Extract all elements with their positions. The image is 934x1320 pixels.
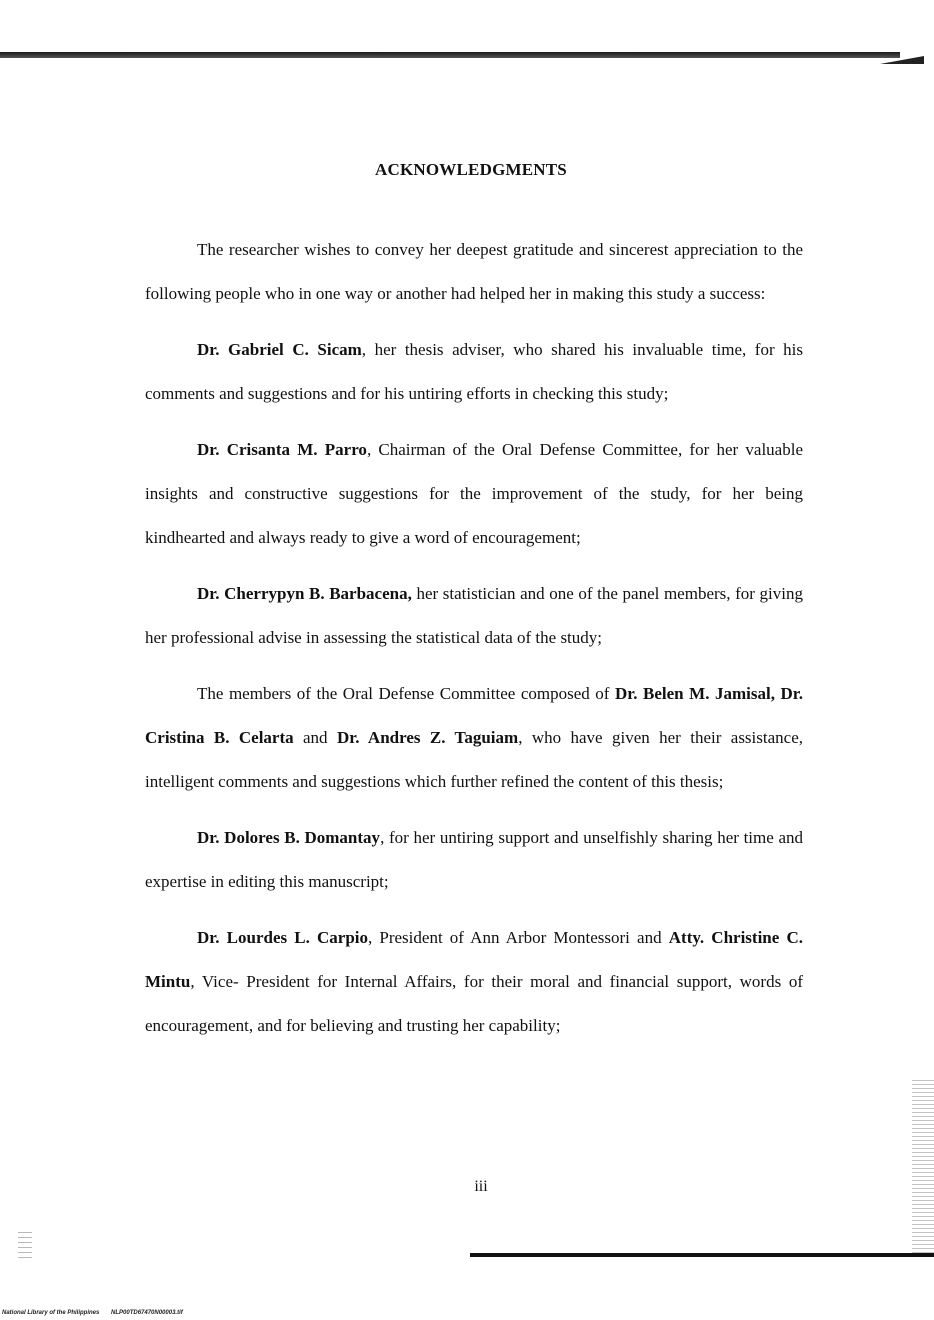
acknowledgment-paragraph: [145, 328, 803, 416]
acknowledgment-mid: , President of Ann Arbor Montessori and: [368, 928, 669, 947]
acknowledgment-text: , who have given her their assistance, intelligent comments and suggestions which further refined the content of this thesis;: [145, 728, 803, 791]
acknowledgment-text: , her thesis adviser, who shared his invaluable time, for his comments and suggestions and for his untiring efforts in checking this study;: [145, 340, 803, 403]
scan-border-top-corner: [880, 50, 924, 64]
person-name: Dr. Gabriel C. Sicam: [197, 340, 362, 359]
intro-paragraph: [145, 228, 803, 316]
page-title: ACKNOWLEDGMENTS: [375, 160, 567, 179]
footer-file-code: NLP00TD67470N00003.tif: [111, 1310, 183, 1316]
acknowledgment-text: her statistician and one of the panel members, for giving her professional advise in assessing the statistical data of the study;: [145, 584, 803, 647]
acknowledgment-paragraph: [145, 672, 803, 804]
acknowledgment-text: , Chairman of the Oral Defense Committee, for her valuable insights and constructive suggestions for the improvement of the study, for her being kindhearted and always ready to give a word of encouragement;: [145, 440, 803, 547]
page-number: iii: [474, 1178, 488, 1195]
acknowledgment-text: , Vice- President for Internal Affairs, for their moral and financial support, words of encouragement, and for believing and trusting her capability;: [145, 972, 803, 1035]
scan-footer: [2, 1310, 193, 1316]
acknowledgment-lead: The members of the Oral Defense Committee composed of: [197, 684, 615, 703]
person-names: Dr. Belen M. Jamisal, Dr. Cristina B. Celarta: [145, 684, 803, 747]
acknowledgment-paragraph: [145, 816, 803, 904]
scan-border-top: [0, 52, 900, 58]
acknowledgment-text: , for her untiring support and unselfishly sharing her time and expertise in editing this manuscript;: [145, 828, 803, 891]
person-name: Dr. Andres Z. Taguiam: [336, 728, 519, 747]
conjunction: and: [293, 728, 337, 747]
footer-library: National Library of the Philippines: [2, 1310, 100, 1316]
scan-noise-right: [912, 1080, 934, 1255]
person-name: Dr. Lourdes L. Carpio: [197, 928, 368, 947]
person-name: Dr. Crisanta M. Parro: [197, 440, 367, 459]
scan-border-bottom: [470, 1253, 934, 1257]
intro-text: The researcher wishes to convey her deepest gratitude and sincerest appreciation to the following people who in one way or another had helped her in making this study a success:: [145, 240, 803, 303]
person-name: Dr. Cherrypyn B. Barbacena,: [197, 584, 412, 603]
person-name: Dr. Dolores B. Domantay: [197, 828, 381, 847]
acknowledgment-paragraph: [145, 572, 803, 660]
scan-noise-left: [18, 1232, 32, 1258]
acknowledgments-body: [145, 228, 803, 1060]
acknowledgment-paragraph: [145, 428, 803, 560]
acknowledgment-paragraph: [145, 916, 803, 1048]
person-name: Atty. Christine C. Mintu: [145, 928, 803, 991]
